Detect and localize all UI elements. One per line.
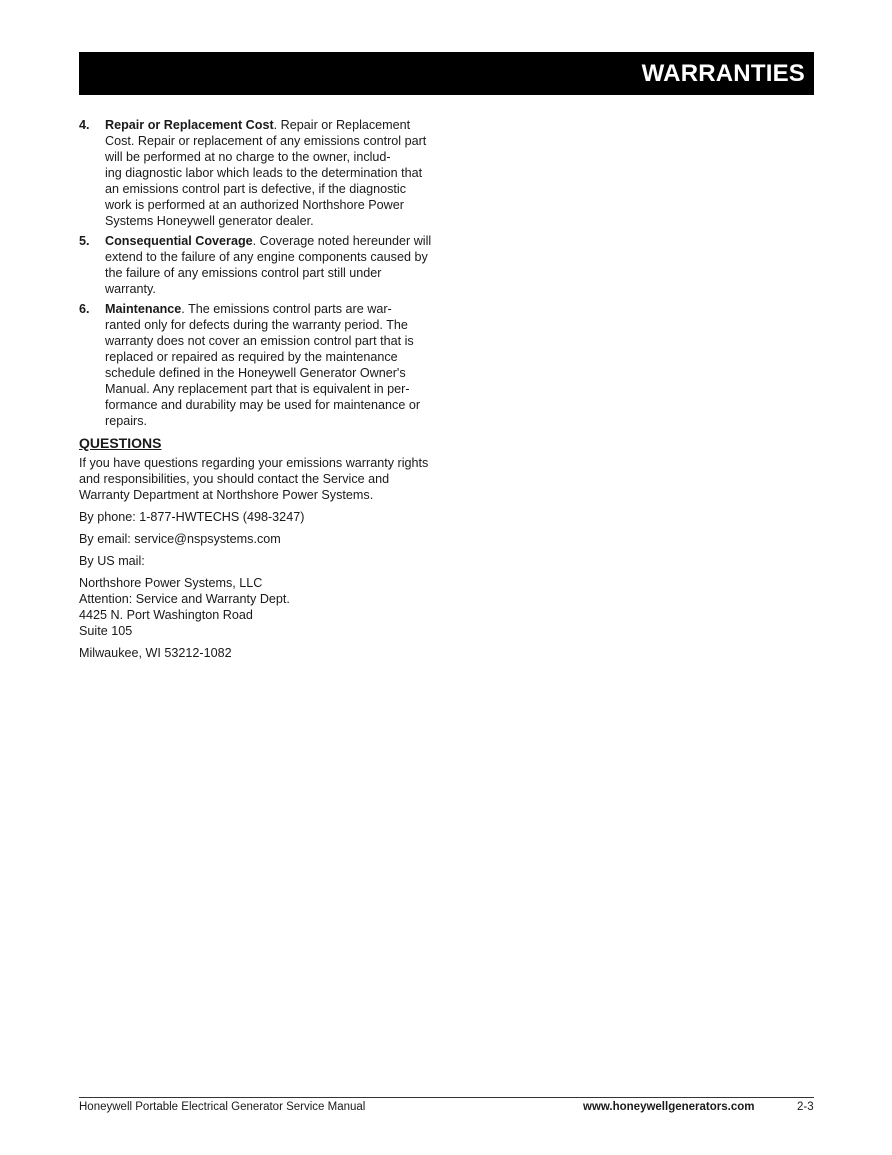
item-body: . The emissions control parts are war- ranted only for defects during the warranty period. The warranty does not cover an emission control part that is replaced or repaired as required by the maintenance schedule defined in the Honeywell Generator Owner's Manual. Any replacement part that is equivalent in per- formance and durability may be used for maintenance or repairs. — [105, 302, 421, 428]
section-title: WARRANTIES — [641, 60, 805, 87]
mailing-address: Northshore Power Systems, LLC Attention: Service and Warranty Dept. 4425 N. Port Washington Road Suite 105 — [79, 576, 290, 638]
contact-email: By email: service@nspsystems.com — [79, 532, 281, 546]
item-body: . Repair or Replacement Cost. Repair or replacement of any emissions control part will be performed at no charge to the owner, includ- ing diagnostic labor which leads to the determination that an emissions control part is defective, if the diagnostic work is performed at an authorized Northshore Power Systems Honeywell generator dealer. — [105, 118, 427, 228]
item-title: Repair or Replacement Cost — [105, 118, 274, 132]
section-header-bar — [79, 52, 814, 95]
mailing-city: Milwaukee, WI 53212-1082 — [79, 646, 232, 660]
page-number: 2-3 — [797, 1101, 814, 1113]
item-number: 5. — [79, 234, 90, 248]
footer-divider — [79, 1097, 814, 1098]
item-body: . Coverage noted hereunder will extend to the failure of any engine components caused by the failure of any emissions control part still under warranty. — [105, 234, 432, 296]
warranty-item-6 — [79, 301, 434, 429]
contact-mail-label: By US mail: — [79, 554, 145, 568]
item-number: 6. — [79, 302, 90, 316]
item-title: Maintenance — [105, 302, 182, 316]
contact-phone: By phone: 1-877-HWTECHS (498-3247) — [79, 510, 305, 524]
warranty-item-4 — [79, 117, 434, 229]
warranty-item-5 — [79, 233, 434, 297]
item-number: 4. — [79, 118, 90, 132]
questions-heading: QUESTIONS — [79, 435, 162, 451]
footer-manual-title: Honeywell Portable Electrical Generator Service Manual — [79, 1101, 366, 1113]
item-title: Consequential Coverage — [105, 234, 253, 248]
questions-intro: If you have questions regarding your emissions warranty rights and responsibilities, you should contact the Service and Warranty Department at Northshore Power Systems. — [79, 456, 429, 502]
page-content — [79, 117, 434, 667]
footer-website: www.honeywellgenerators.com — [583, 1101, 755, 1113]
